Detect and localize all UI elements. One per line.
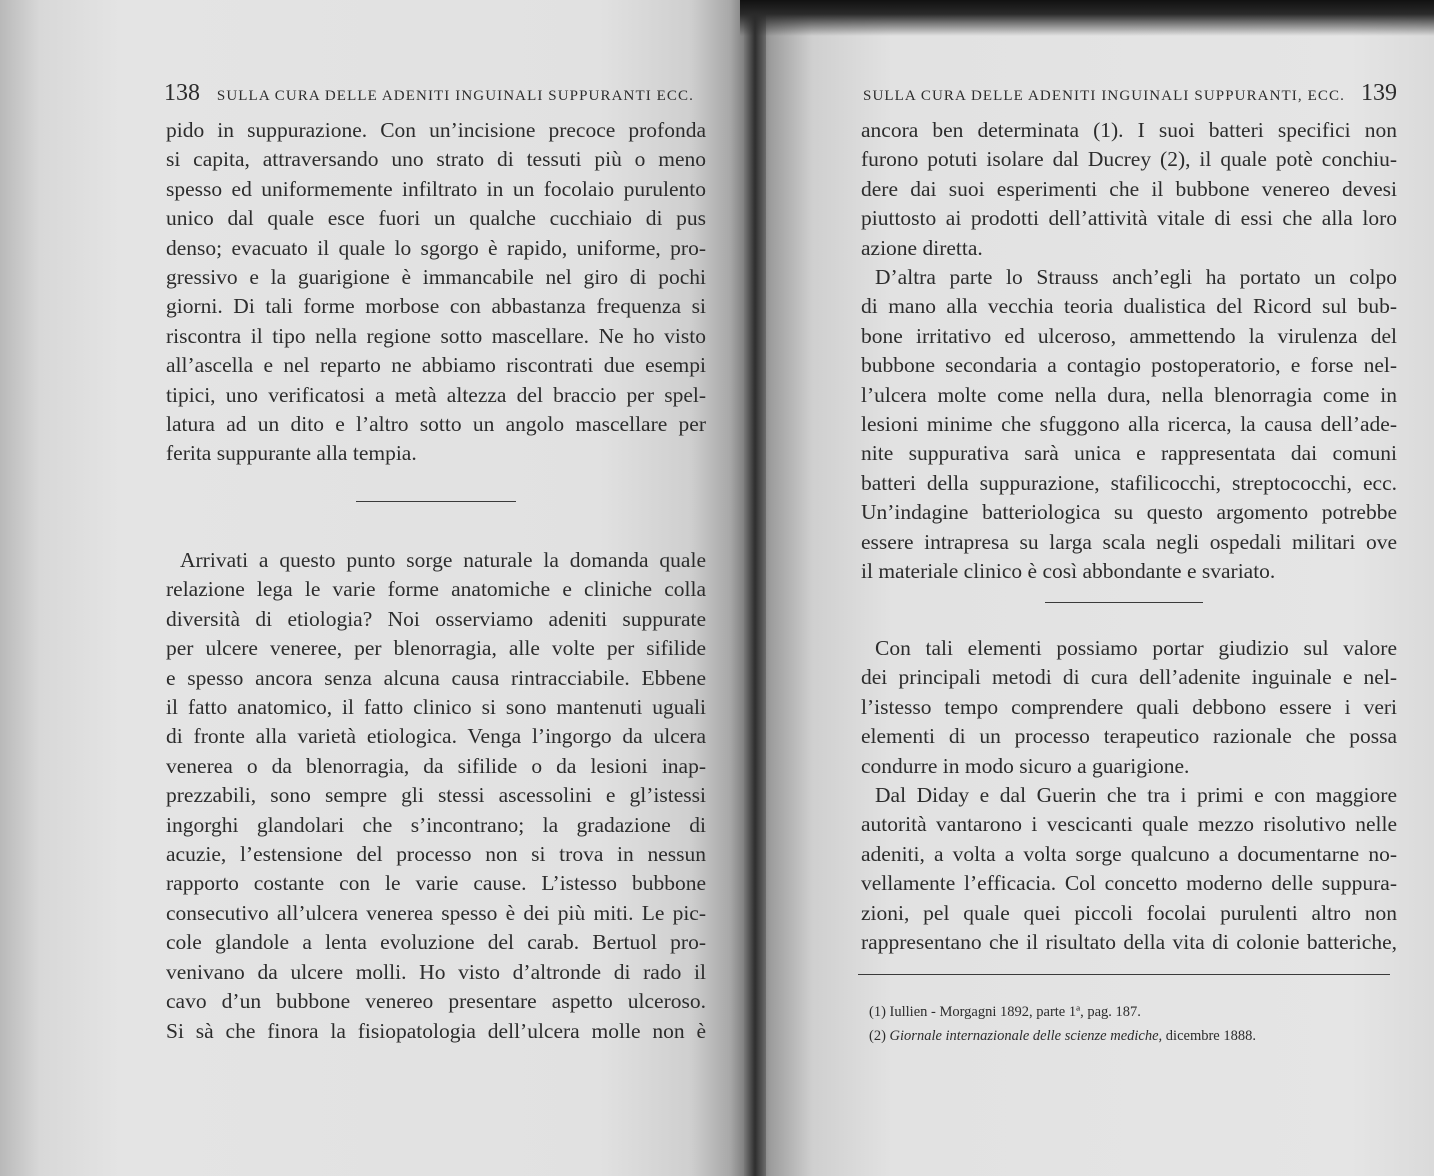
right-page	[752, 0, 1434, 1176]
right-running-title: SULLA CURA DELLE ADENITI INGUINALI SUPPURANTI, ECC.	[863, 88, 1345, 104]
right-paragraph-3	[861, 634, 1397, 781]
text-line: Un’indagine batteriologica su questo argomento potrebbe	[861, 500, 1397, 525]
text-line: l’ulcera molte come nella dura, nella blenorragia come in	[861, 382, 1397, 407]
right-running-head	[863, 80, 1397, 110]
text-line: Con tali elementi possiamo portar giudizio sul valore	[875, 636, 1397, 660]
left-paragraph-2	[166, 546, 706, 1046]
text-line: lesioni minime che sfuggono alla ricerca, la causa dell’ade-	[861, 412, 1397, 437]
text-line: latura ad un dito e l’altro sotto un angolo mascellare per	[166, 412, 706, 437]
text-line: di fronte alla varietà etiologica. Venga l’ingorgo da ulcera	[166, 724, 706, 749]
text-line: batteri della suppurazione, stafilicocchi, streptococchi, ecc.	[861, 470, 1397, 495]
text-line: zioni, pel quale quei piccoli focolai purulenti altro non	[861, 900, 1397, 925]
text-line: autorità vantarono i vescicanti quale mezzo risolutivo nelle	[861, 812, 1397, 837]
text-line: furono potuti isolare dal Ducrey (2), il quale potè conchiu-	[861, 147, 1397, 172]
text-line: piuttosto ai prodotti dell’attività vitale di essi che alla loro	[861, 206, 1397, 231]
text-line: riscontra il tipo nella regione sotto mascellare. Ne ho visto	[166, 323, 706, 348]
text-line: ferita suppurante alla tempia.	[166, 441, 417, 466]
text-line: Arrivati a questo punto sorge naturale la domanda quale	[180, 548, 706, 572]
text-line: rappresentano che il risultato della vita di colonie batteriche,	[861, 930, 1397, 955]
text-line: Dal Diday e dal Guerin che tra i primi e con maggiore	[875, 783, 1397, 807]
right-paragraph-1	[861, 116, 1397, 263]
right-paragraph-2	[861, 263, 1397, 586]
text-line: venivano da ulcere molli. Ho visto d’altronde di rado il	[166, 959, 706, 984]
text-line: bubbone secondaria a contagio postoperatorio, e forse nel-	[861, 353, 1397, 378]
text-line: ancora ben determinata (1). I suoi batteri specifici non	[861, 118, 1397, 142]
left-page-number: 138	[164, 80, 200, 106]
text-line: essere intrapresa su larga scala negli ospedali militari ove	[861, 529, 1397, 554]
text-line: prezzabili, sono sempre gli stessi ascessolini e gl’istessi	[166, 783, 706, 808]
text-line: spesso ed uniformemente infiltrato in un focolaio purulento	[166, 176, 706, 201]
left-paragraph-1	[166, 116, 706, 469]
text-line: dei principali metodi di cura dell’adenite inguinale e nel-	[861, 665, 1397, 690]
text-line: pido in suppurazione. Con un’incisione precoce profonda	[166, 118, 706, 142]
left-running-title: SULLA CURA DELLE ADENITI INGUINALI SUPPURANTI ECC.	[216, 88, 694, 104]
text-line: e spesso ancora senza alcuna causa rintracciabile. Ebbene	[166, 665, 706, 690]
text-line: giorni. Di tali forme morbose con abbastanza frequenza si	[166, 294, 706, 319]
text-line: per ulcere veneree, per blenorragia, alle volte per sifilide	[166, 636, 706, 661]
footnote-2-journal: Giornale internazionale delle scienze mediche,	[889, 1028, 1163, 1044]
text-line: dere dai suoi esperimenti che il bubbone venereo devesi	[861, 176, 1397, 201]
book-gutter	[744, 0, 766, 1176]
text-line: consecutivo all’ulcera venerea spesso è dei più miti. Le pic-	[166, 900, 706, 925]
text-line: il fatto anatomico, il fatto clinico si sono mantenuti uguali	[166, 695, 706, 720]
text-line: acuzie, l’estensione del processo non si trova in nessun	[166, 842, 706, 867]
text-line: cavo d’un bubbone venereo presentare aspetto ulceroso.	[166, 989, 706, 1014]
footnote-1: (1) Iullien - Morgagni 1892, parte 1ª, pag. 187.	[869, 1004, 1141, 1020]
text-line: il materiale clinico è così abbondante e svariato.	[861, 559, 1276, 584]
footnote-separator	[858, 974, 1390, 975]
text-line: venerea o da blenorragia, da sifilide o da lesioni inap-	[166, 753, 706, 778]
text-line: di mano alla vecchia teoria dualistica del Ricord sul bub-	[861, 294, 1397, 319]
text-line: diversità di etiologia? Noi osserviamo adeniti suppurate	[166, 606, 706, 631]
text-line: condurre in modo sicuro a guarigione.	[861, 753, 1190, 778]
text-line: vellamente l’efficacia. Col concetto moderno delle suppura-	[861, 871, 1397, 896]
text-line: cole glandole a lenta evoluzione del carab. Bertuol pro-	[166, 930, 706, 955]
text-line: tipici, uno verificatosi a metà altezza del braccio per spel-	[166, 382, 706, 407]
text-line: si capita, attraversando uno strato di tessuti più o meno	[166, 147, 706, 172]
text-line: relazione lega le varie forme anatomiche e cliniche colla	[166, 577, 706, 602]
text-line: denso; evacuato il quale lo sgorgo è rapido, uniforme, pro-	[166, 235, 706, 260]
section-divider	[356, 501, 516, 502]
text-line: elementi di un processo terapeutico razionale che possa	[861, 724, 1397, 749]
footnote-2-date: dicembre 1888.	[1165, 1028, 1256, 1044]
page-top-shadow	[740, 0, 1434, 36]
text-line: unico dal quale esce fuori un qualche cucchiaio di pus	[166, 206, 706, 231]
text-line: gressivo e la guarigione è immancabile nel giro di pochi	[166, 265, 706, 290]
text-line: nite suppurativa sarà unica e rappresentata dai comuni	[861, 441, 1397, 466]
footnotes	[869, 1000, 1404, 1048]
text-line: D’altra parte lo Strauss anch’egli ha portato un colpo	[875, 265, 1397, 289]
right-page-number: 139	[1361, 80, 1397, 106]
text-line: l’istesso tempo comprendere quali debbono essere i veri	[861, 694, 1397, 719]
left-running-head	[164, 80, 694, 110]
text-line: azione diretta.	[861, 235, 983, 260]
section-divider	[1045, 602, 1203, 603]
footnote-2	[869, 1024, 1404, 1048]
text-line: ingorghi glandolari che s’incontrano; la gradazione di	[166, 812, 706, 837]
footnote-2-mark: (2)	[869, 1028, 886, 1044]
right-paragraph-4	[861, 781, 1397, 957]
text-line: rapporto costante con le varie cause. L’istesso bubbone	[166, 871, 706, 896]
text-line: Si sà che finora la fisiopatologia dell’ulcera molle non è	[166, 1018, 706, 1043]
text-line: adeniti, a volta a volta sorge qualcuno a documentarne no-	[861, 841, 1397, 866]
text-line: all’ascella e nel reparto ne abbiamo riscontrati due esempi	[166, 353, 706, 378]
text-line: bone irritativo ed ulceroso, ammettendo la virulenza del	[861, 323, 1397, 348]
